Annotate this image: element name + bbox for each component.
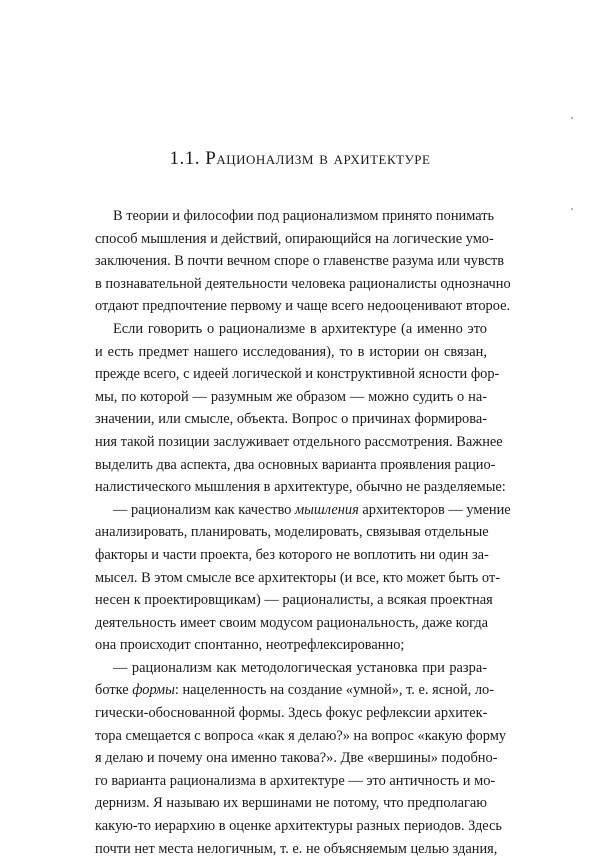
text-line: — рационализм как методологическая установка при разра-	[113, 659, 487, 676]
text-line: анализировать, планировать, моделировать, связывая отдельные	[95, 524, 489, 541]
text-line: отдают предпочтение первому и чаще всего недооценивают второе.	[95, 298, 511, 315]
text-line: прежде всего, с идеей логической и конструктивной ясности фор-	[95, 366, 500, 383]
text-line: и есть предмет нашего исследования), то в истории он связан,	[95, 343, 487, 360]
text-line: заключения. В почти вечном споре о главенстве разума или чувств	[95, 253, 505, 270]
text-line: дернизм. Я называю их вершинами не потому, что предполагаю	[95, 795, 487, 812]
text-line: В теории и философии под рационализмом принято понимать	[113, 208, 495, 224]
text-line: ния такой позиции заслуживает отдельного рассмотрения. Важнее	[95, 433, 503, 450]
text-line	[95, 499, 511, 522]
text-line: мы, по которой — разумным же образом — можно судить о на-	[95, 388, 487, 405]
text-line: выделить два аспекта, два основных варианта проявления рацио-	[95, 456, 496, 473]
text-line: тора смещается с вопроса «как я делаю?» на вопрос «какую форму	[95, 727, 507, 744]
text-line: в познавательной деятельности человека рационалисты однозначно	[95, 275, 511, 292]
margin-dot	[571, 208, 573, 210]
text-segment: ботке	[95, 682, 133, 699]
text-segment: : нацеленность на создание «умной», т. е. ясной, ло-	[174, 682, 495, 699]
text-segment: архитекторов — умение	[358, 501, 511, 518]
margin-dot	[571, 117, 573, 119]
text-segment: — рационализм как качество	[113, 501, 295, 518]
emphasized-word: мышления	[294, 501, 359, 518]
emphasized-word: формы	[132, 682, 175, 699]
text-line: мысел. В этом смысле все архитекторы (и все, кто может быть от-	[95, 569, 501, 586]
section-heading: 1.1. Рационализм в архитектуре	[169, 148, 431, 169]
text-line: несен к проектировщикам) — рационалисты, а всякая проектная	[95, 592, 493, 609]
text-line: налистического мышления в архитектуре, обычно не разделяемые:	[95, 479, 506, 496]
text-line: способ мышления и действий, опирающийся на логические умо-	[95, 230, 494, 247]
body-text	[95, 205, 511, 860]
text-line: факторы и части проекта, без которого не воплотить ни один за-	[95, 546, 489, 563]
text-line: гически-обоснованной формы. Здесь фокус рефлексии архитек-	[95, 705, 488, 722]
text-line	[95, 679, 495, 702]
text-line: Если говорить о рационализме в архитектуре (а именно это	[113, 320, 487, 337]
text-line: го варианта рационализма в архитектуре — это античность и мо-	[95, 772, 496, 789]
text-line: какую-то иерархию в оценке архитектуры разных периодов. Здесь	[95, 818, 502, 835]
text-line: деятельность имеет своим модусом рациональность, даже когда	[95, 614, 489, 631]
text-line: она происходит спонтанно, неотрефлексированно;	[95, 637, 405, 654]
text-line: значении, или смысле, объекта. Вопрос о причинах формирова-	[95, 411, 487, 428]
text-line: я делаю и почему она именно такова?». Две «вершины» подобно-	[95, 750, 498, 767]
text-line: почти нет места нелогичным, т. е. не объясняемым целью здания,	[95, 840, 498, 857]
